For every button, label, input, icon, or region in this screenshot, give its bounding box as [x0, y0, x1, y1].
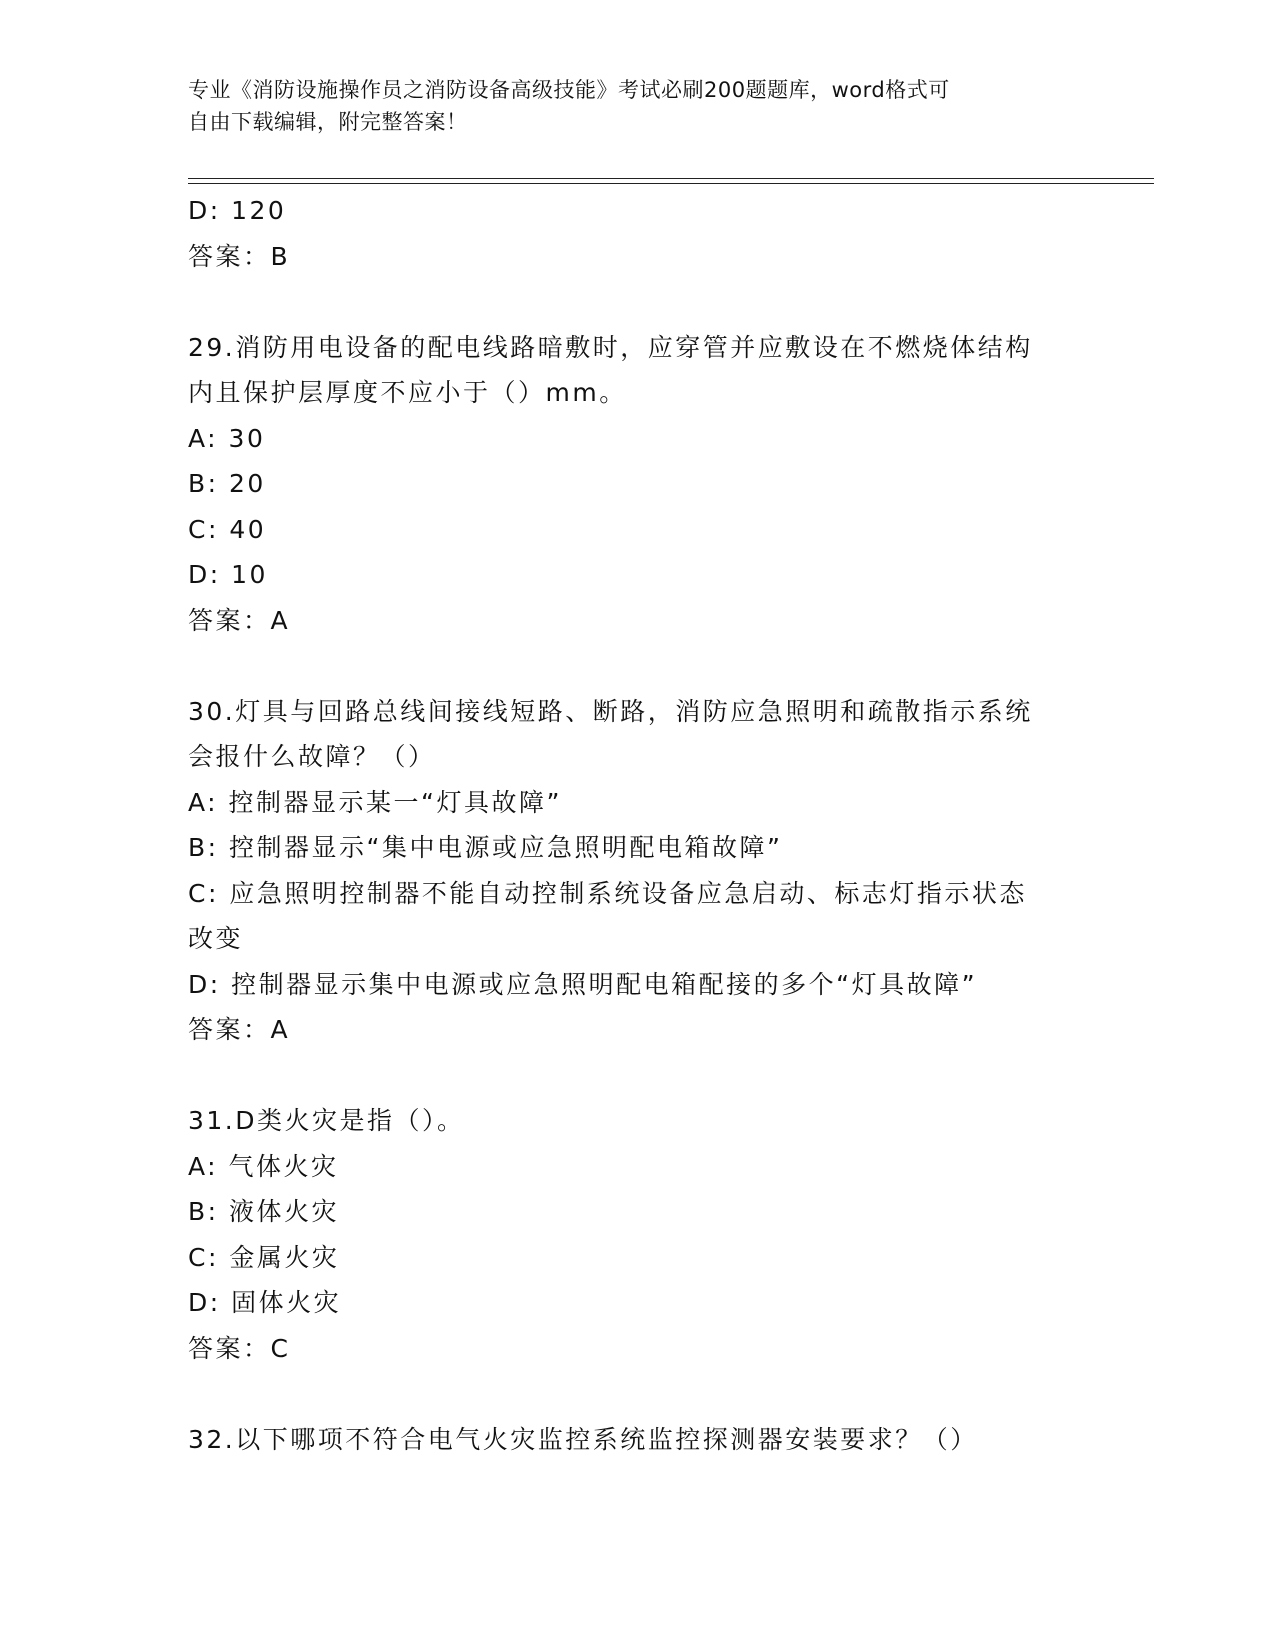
option-a: A: 气体火灾 [188, 1151, 339, 1181]
question-stem-cont: 内且保护层厚度不应小于（）mm。 [188, 378, 627, 407]
question-30 [188, 689, 1088, 1053]
option-a: A: 30 [188, 423, 266, 453]
question-stem: 32.以下哪项不符合电气火灾监控系统监控探测器安装要求？（） [188, 1424, 978, 1454]
option-a: A: 控制器显示某一“灯具故障” [188, 787, 562, 817]
question-stem: 29.消防用电设备的配电线路暗敷时，应穿管并应敷设在不燃烧体结构 [188, 332, 1033, 362]
question-29 [188, 325, 1088, 644]
header-line-1: 专业《消防设施操作员之消防设备高级技能》考试必刷200题题库，word格式可 [188, 78, 950, 102]
option-b: B: 液体火灾 [188, 1197, 340, 1226]
option-d: D: 固体火灾 [188, 1288, 342, 1317]
option-d: D: 10 [188, 560, 268, 589]
option-c-cont: 改变 [188, 924, 244, 953]
document-header [188, 74, 1068, 138]
option-d: D: 控制器显示集中电源或应急照明配电箱配接的多个“灯具故障” [188, 969, 978, 999]
question-31 [188, 1098, 1088, 1371]
question-stem: 30.灯具与回路总线间接线短路、断路，消防应急照明和疏散指示系统 [188, 696, 1033, 726]
previous-question-tail [188, 188, 1088, 279]
option-c: C: 金属火灾 [188, 1242, 340, 1272]
question-stem-cont: 会报什么故障？（） [188, 742, 436, 771]
option-d: D: 120 [188, 196, 287, 225]
question-stem: 31.D类火灾是指（）。 [188, 1106, 465, 1135]
answer: 答案：A [188, 1015, 291, 1044]
answer: 答案：C [188, 1333, 291, 1363]
answer: 答案：B [188, 241, 291, 271]
option-c: C: 应急照明控制器不能自动控制系统设备应急启动、标志灯指示状态 [188, 878, 1027, 908]
question-list [188, 188, 1088, 1462]
header-divider [188, 178, 1154, 184]
option-b: B: 20 [188, 469, 266, 498]
header-line-2: 自由下载编辑，附完整答案！ [188, 110, 468, 134]
option-b: B: 控制器显示“集中电源或应急照明配电箱故障” [188, 833, 783, 862]
question-32 [188, 1417, 1088, 1463]
answer: 答案：A [188, 605, 291, 635]
option-c: C: 40 [188, 514, 267, 544]
